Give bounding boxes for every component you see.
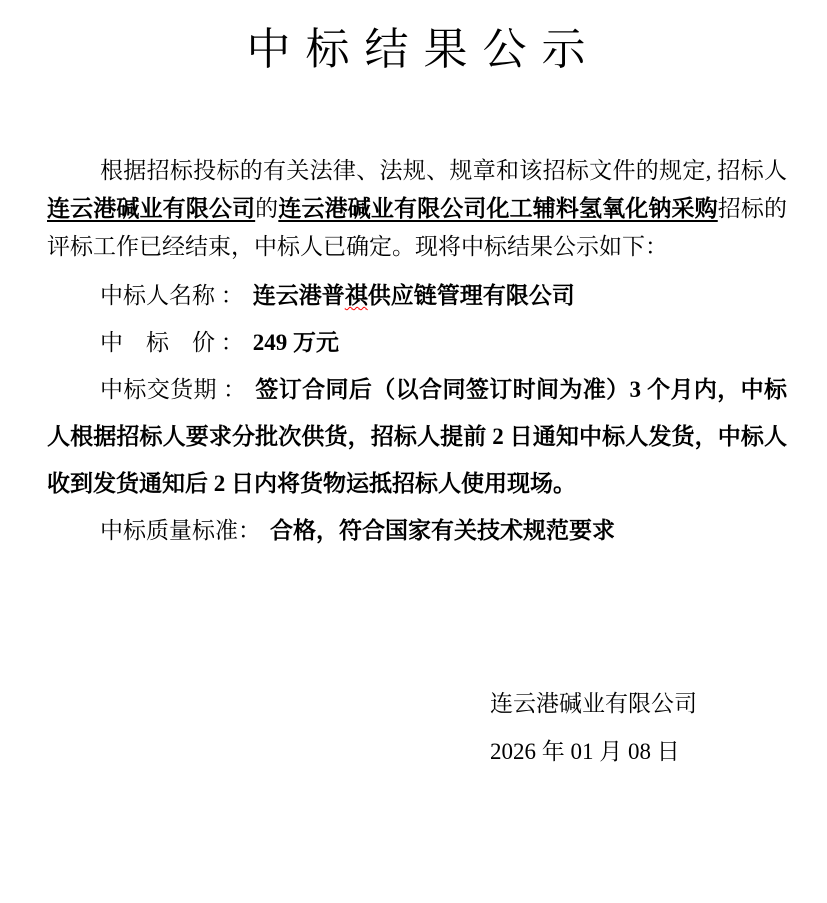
winner-value: [253, 283, 575, 308]
signature-date: 2026 年 01 月 08 日: [490, 739, 680, 764]
delivery-label: 中标交货期 ：: [100, 377, 247, 402]
delivery-line: [47, 366, 787, 507]
intro-lead: 根据招标投标的有关法律、法规、规章和该招标文件的规定, 招标人: [100, 158, 787, 183]
price-value: 249 万元: [252, 330, 339, 355]
intro-tail: 招标的评标工作已经结束，中标人已确定。现将中标结果公示如下：: [47, 196, 788, 259]
project-name: 连云港碱业有限公司化工辅料氢氧化钠采购: [278, 196, 718, 221]
winner-label: 中标人名称 ：: [100, 283, 244, 308]
price-label: 中 标 价 ：: [100, 330, 244, 355]
quality-value: 合格，符合国家有关技术规范要求: [270, 518, 615, 543]
tenderer-name: 连云港碱业有限公司: [47, 196, 256, 221]
signature-block: [490, 680, 787, 776]
signature-company: 连云港碱业有限公司: [490, 691, 697, 716]
quality-line: [47, 507, 787, 554]
winner-value-pre: 连云港普: [252, 283, 345, 308]
delivery-value: 签订合同后（以合同签订时间为准）3 个月内，中标人根据招标人要求分批次供货，招标人提前 2 日通知中标人发货，中标人收到发货通知后 2 日内将货物运抵招标人使用现场。: [47, 377, 788, 496]
winner-value-post: 供应链管理有限公司: [367, 283, 575, 308]
winner-line: [47, 272, 787, 319]
winner-value-spellcheck-flagged: 祺: [344, 283, 368, 308]
quality-label: 中标质量标准：: [100, 518, 261, 543]
intro-paragraph: [47, 152, 787, 266]
document-title: 中 标 结 果 公 示: [246, 25, 588, 74]
price-line: [47, 319, 787, 366]
intro-connector: 的: [255, 196, 279, 221]
